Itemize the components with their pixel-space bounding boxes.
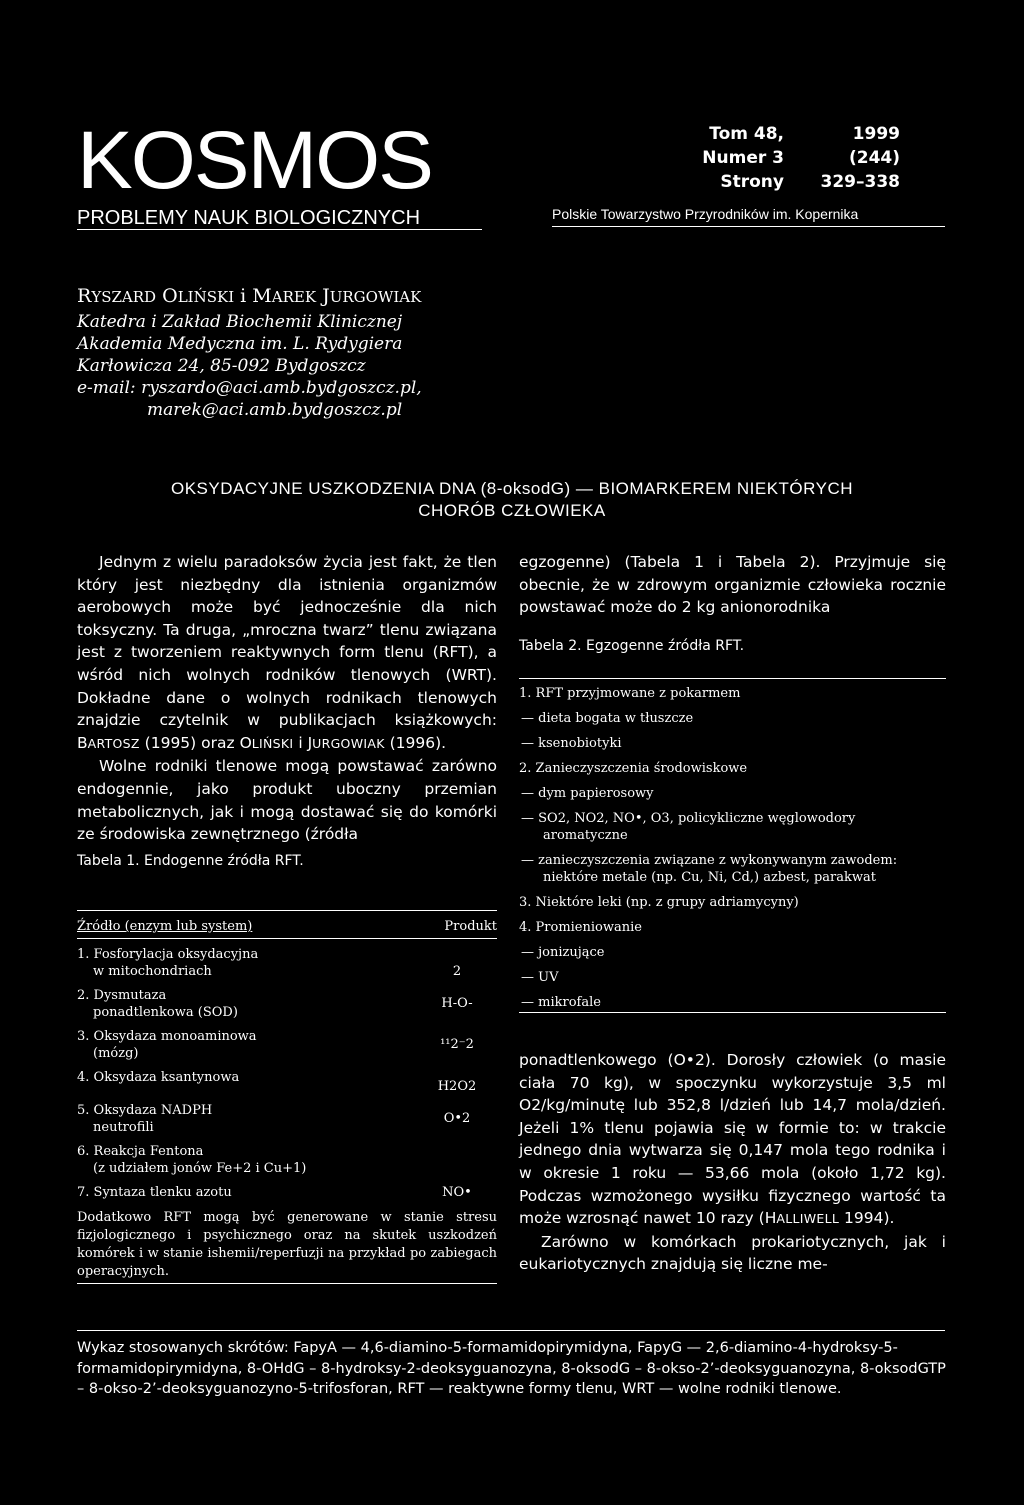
table-1 xyxy=(77,910,497,1284)
list-item: — jonizujące xyxy=(521,945,605,960)
divider xyxy=(552,226,945,227)
list-item: 4. Promieniowanie xyxy=(519,920,642,935)
list-item: 2. Zanieczyszczenia środowiskowe xyxy=(519,761,748,776)
paragraph: Wolne rodniki tlenowe mogą powstawać zarówno endogennie, jako produkt uboczny przemian metabolicznych, jak i mogą dostawać się do komórki ze środowiska zewnętrznego (źródła xyxy=(77,757,497,844)
footnote: Wykaz stosowanych skrótów: FapyA — 4,6-diamino-5-formamidopirymidyna, FapyG — 2,6-diamino-4-hydroksy-5-formamidopirymidyna, 8-OHdG – 8-hydroksy-2-deoksyguanozyna, 8-oksodG – 8-okso-2’-deoksyguanozyna, 8-oksodGTP – 8-okso-2’-deoksyguanozyno-5-trifosforan, RFT — reaktywne formy tlenu, WRT — wolne rodniki tlenowe. xyxy=(77,1340,946,1397)
paragraph: ponadtlenkowego (O•2). Dorosły człowiek (o masie ciała 70 kg), w spoczynku wykorzystuje 3,5 ml O2/kg/minutę lub 352,8 l/dzień lub 14,7 mola/dzień. Jeżeli 1% tlenu pojawia się w formie to: w trakcie jednego dnia wytwarza się 0,147 mola tego rodnika i w okresie 1 roku — 53,66 mola (około 1,72 kg). Podczas wzmożonego wysiłku fizycznego wartość ta może wzrosnąć nawet 10 razy (HALLIWELL 1994). xyxy=(519,1051,946,1228)
paragraph: egzogenne) (Tabela 1 i Tabela 2). Przyjmuje się obecnie, że w zdrowym organizmie człowieka rocznie powstawać może do 2 kg anionorodnika xyxy=(519,553,946,617)
strony-value: 329–338 xyxy=(820,172,900,192)
list-item: — UV xyxy=(521,970,559,985)
column-right xyxy=(519,551,946,657)
society-name: Polskie Towarzystwo Przyrodników im. Kopernika xyxy=(552,206,859,222)
paragraph: Zarówno w komórkach prokariotycznych, jak i eukariotycznych znajdują się liczne me- xyxy=(519,1232,946,1274)
list-item: 1. RFT przyjmowane z pokarmem xyxy=(519,686,741,701)
paragraph: Jednym z wielu paradoksów życia jest fakt, że tlen który jest niezbędny dla istnienia organizmów aerobowych może być jednocześnie dla nich toksyczny. Ta druga, „mroczna twarz” tlenu związana jest z tworzeniem reaktywnych form tlenu (RFT), a wśród nich wolnych rodników tlenowych (WRT). Dokładne dane o wolnych rodnikach tlenowych znajdzie czytelnik w publikacjach książkowych: BARTOSZ (1995) oraz OLIŃSKI i JURGOWIAK (1996). xyxy=(77,553,497,752)
list-item: — mikrofale xyxy=(521,995,601,1010)
list-item: 3. Niektóre leki (np. z grupy adriamycyny) xyxy=(519,895,799,910)
email-link: marek@aci.amb.bydgoszcz.pl xyxy=(147,400,403,420)
table-note: Dodatkowo RFT mogą być generowane w stanie stresu fizjologicznego i psychicznego oraz na skutek uszkodzeń komórek i w stanie ishemii/reperfuzji na przykład po zabiegach operacyjnych. xyxy=(77,1210,497,1279)
table-row: 6. Reakcja Fentona (z udziałem jonów Fe+2 i Cu+1) xyxy=(77,1144,307,1176)
column-left xyxy=(77,551,497,872)
list-item: — zanieczyszczenia związane z wykonywanym zawodem: xyxy=(521,853,898,868)
table-2 xyxy=(519,678,946,1013)
affiliation: Katedra i Zakład Biochemii Klinicznej Akademia Medyczna im. L. Rydygiera Karłowicza 24, 85-092 Bydgoszcz e-mail: ryszardo@aci.amb.bydgoszcz.pl, marek@aci.amb.bydgoszcz.pl xyxy=(77,312,422,420)
table-row: 7. Syntaza tlenku azotu NO• xyxy=(77,1185,472,1200)
table1-caption: Tabela 1. Endogenne źródła RFT. xyxy=(77,852,304,869)
divider xyxy=(77,229,482,230)
tom-value: 1999 xyxy=(852,124,900,144)
table2-caption: Tabela 2. Egzogenne źródła RFT. xyxy=(519,637,745,654)
list-item: niektóre metale (np. Cu, Ni, Cd,) azbest, parakwat xyxy=(543,870,876,885)
list-item: — dieta bogata w tłuszcze xyxy=(521,711,694,726)
issue-info xyxy=(672,122,900,194)
tom-label: Tom 48, xyxy=(709,124,784,144)
numer-label: Numer 3 xyxy=(702,148,784,168)
table-row: 2. Dysmutaza ponadtlenkowa (SOD) H-O- xyxy=(77,988,473,1020)
article-title: OKSYDACYJNE USZKODZENIA DNA (8-oksodG) — BIOMARKEREM NIEKTÓRYCH CHORÓB CZŁOWIEKA xyxy=(170,479,854,520)
journal-subtitle: PROBLEMY NAUK BIOLOGICZNYCH xyxy=(77,207,421,229)
table-row: 4. Oksydaza ksantynowa H2O2 xyxy=(77,1070,477,1094)
list-item: — SO2, NO2, NO•, O3, policykliczne węglowodory xyxy=(521,811,856,826)
list-item: — ksenobiotyki xyxy=(521,736,622,751)
column-right-bottom xyxy=(519,1049,946,1276)
list-item: aromatyczne xyxy=(543,828,628,843)
divider xyxy=(77,1330,945,1331)
table-row: 3. Oksydaza monoaminowa (mózg) ¹¹2⁻2 xyxy=(77,1029,474,1061)
list-item: — dym papierosowy xyxy=(521,786,654,801)
table-row: 5. Oksydaza NADPH neutrofili O•2 xyxy=(77,1103,471,1135)
table-header: Źródło (enzym lub system) Produkt xyxy=(77,910,497,935)
authors: RYSZARD OLIŃSKI i MAREK JURGOWIAK xyxy=(77,285,422,307)
numer-value: (244) xyxy=(848,148,900,168)
strony-label: Strony xyxy=(720,172,784,192)
table-row: 1. Fosforylacja oksydacyjna w mitochondriach 2 xyxy=(77,947,462,979)
journal-title: KOSMOS xyxy=(77,115,432,206)
